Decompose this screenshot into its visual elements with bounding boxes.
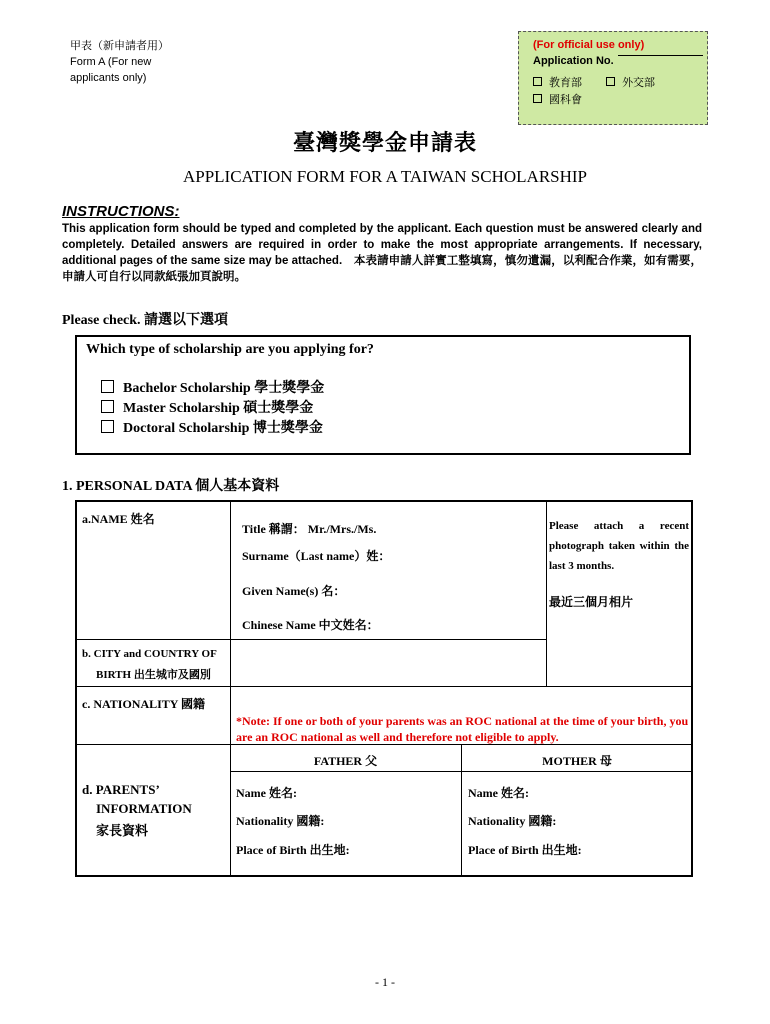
- mother-birthplace-field[interactable]: Place of Birth 出生地:: [468, 843, 582, 857]
- option-master[interactable]: Master Scholarship 碩士獎學金: [101, 397, 313, 417]
- option-mofa[interactable]: 外交部: [606, 75, 655, 92]
- checkbox-icon[interactable]: [533, 77, 542, 86]
- form-type-line3: applicants only): [70, 72, 147, 84]
- photo-instructions: Please attach a recent photograph taken within the last 3 months.: [549, 520, 689, 572]
- divider: [77, 686, 693, 687]
- section-personal-data-heading: 1. PERSONAL DATA 個人基本資料: [62, 479, 280, 494]
- form-type-label: [70, 38, 169, 86]
- divider: [77, 744, 230, 745]
- form-type-line2: Form A (For new: [70, 56, 152, 68]
- divider: [546, 502, 547, 687]
- divider: [77, 639, 547, 640]
- divider: [230, 502, 231, 687]
- title-field[interactable]: Title 稱謂： Mr./Mrs./Ms.: [242, 522, 377, 536]
- birth-place-label: b. CITY and COUNTRY OF: [82, 648, 217, 660]
- parents-info-label-line2: INFORMATION: [96, 801, 192, 816]
- given-name-field[interactable]: Given Name(s) 名：: [242, 584, 346, 598]
- parents-info-label-chinese: 家長資料: [96, 823, 149, 838]
- mother-header: MOTHER 母: [542, 754, 612, 768]
- name-label: a.NAME 姓名: [82, 512, 155, 526]
- parents-info-label: d. PARENTS’: [82, 782, 160, 797]
- checkbox-icon[interactable]: [101, 400, 114, 413]
- nationality-label: c. NATIONALITY 國籍: [82, 697, 206, 711]
- option-doctoral[interactable]: Doctoral Scholarship 博士獎學金: [101, 417, 323, 437]
- divider: [230, 686, 231, 877]
- father-header: FATHER 父: [313, 754, 378, 768]
- roc-national-note: *Note: If one or both of your parents was an ROC national at the time of your birth, you are an ROC national as well and therefore not eligible to apply.: [236, 714, 689, 744]
- checkbox-icon[interactable]: [606, 77, 615, 86]
- personal-data-table: [75, 500, 693, 877]
- birth-place-input[interactable]: [232, 641, 544, 685]
- instructions-heading: INSTRUCTIONS:: [62, 203, 180, 220]
- birth-place-label-line2: BIRTH 出生城市及國別: [96, 669, 211, 681]
- official-use-box: [518, 31, 708, 125]
- surname-field[interactable]: Surname（Last name）姓：: [242, 549, 391, 563]
- father-name-field[interactable]: Name 姓名:: [236, 786, 297, 800]
- photo-label-chinese: 最近三個月相片: [549, 595, 634, 609]
- scholarship-type-box: [75, 335, 691, 455]
- checkbox-icon[interactable]: [101, 420, 114, 433]
- checkbox-icon[interactable]: [101, 380, 114, 393]
- application-number-line: [618, 55, 703, 56]
- please-check-label: Please check. 請選以下選項: [62, 313, 229, 328]
- father-birthplace-field[interactable]: Place of Birth 出生地:: [236, 843, 350, 857]
- checkbox-icon[interactable]: [533, 94, 542, 103]
- title-chinese: 臺灣獎學金申請表: [292, 130, 477, 155]
- form-type-line1: 甲表（新申請者用）: [70, 40, 169, 52]
- mother-name-field[interactable]: Name 姓名:: [468, 786, 529, 800]
- chinese-name-field[interactable]: Chinese Name 中文姓名：: [242, 618, 379, 632]
- option-nsc[interactable]: 國科會: [533, 92, 582, 109]
- option-bachelor[interactable]: Bachelor Scholarship 學士獎學金: [101, 377, 324, 397]
- scholarship-type-question: Which type of scholarship are you applying for?: [86, 342, 374, 357]
- option-moe[interactable]: 教育部: [533, 75, 603, 92]
- official-use-title: (For official use only): [533, 39, 645, 51]
- application-number-field[interactable]: [533, 55, 707, 67]
- instructions-body: This application form should be typed and completed by the applicant. Each question must be answered clearly and completely. Detailed answers are required in order to make the most appropriate arrangements. If necessary, additional pages of the same size may be attached. 本表請申請人詳實工整填寫，慎勿遺漏，以利配合作業，如有需要，申請人可自行以同款紙張加頁說明。: [62, 223, 702, 283]
- father-nationality-field[interactable]: Nationality 國籍:: [236, 814, 325, 828]
- mother-nationality-field[interactable]: Nationality 國籍:: [468, 814, 557, 828]
- title-english: APPLICATION FORM FOR A TAIWAN SCHOLARSHIP: [182, 167, 588, 186]
- page-number: - 1 -: [375, 975, 395, 989]
- application-number-label: Application No.: [533, 55, 614, 67]
